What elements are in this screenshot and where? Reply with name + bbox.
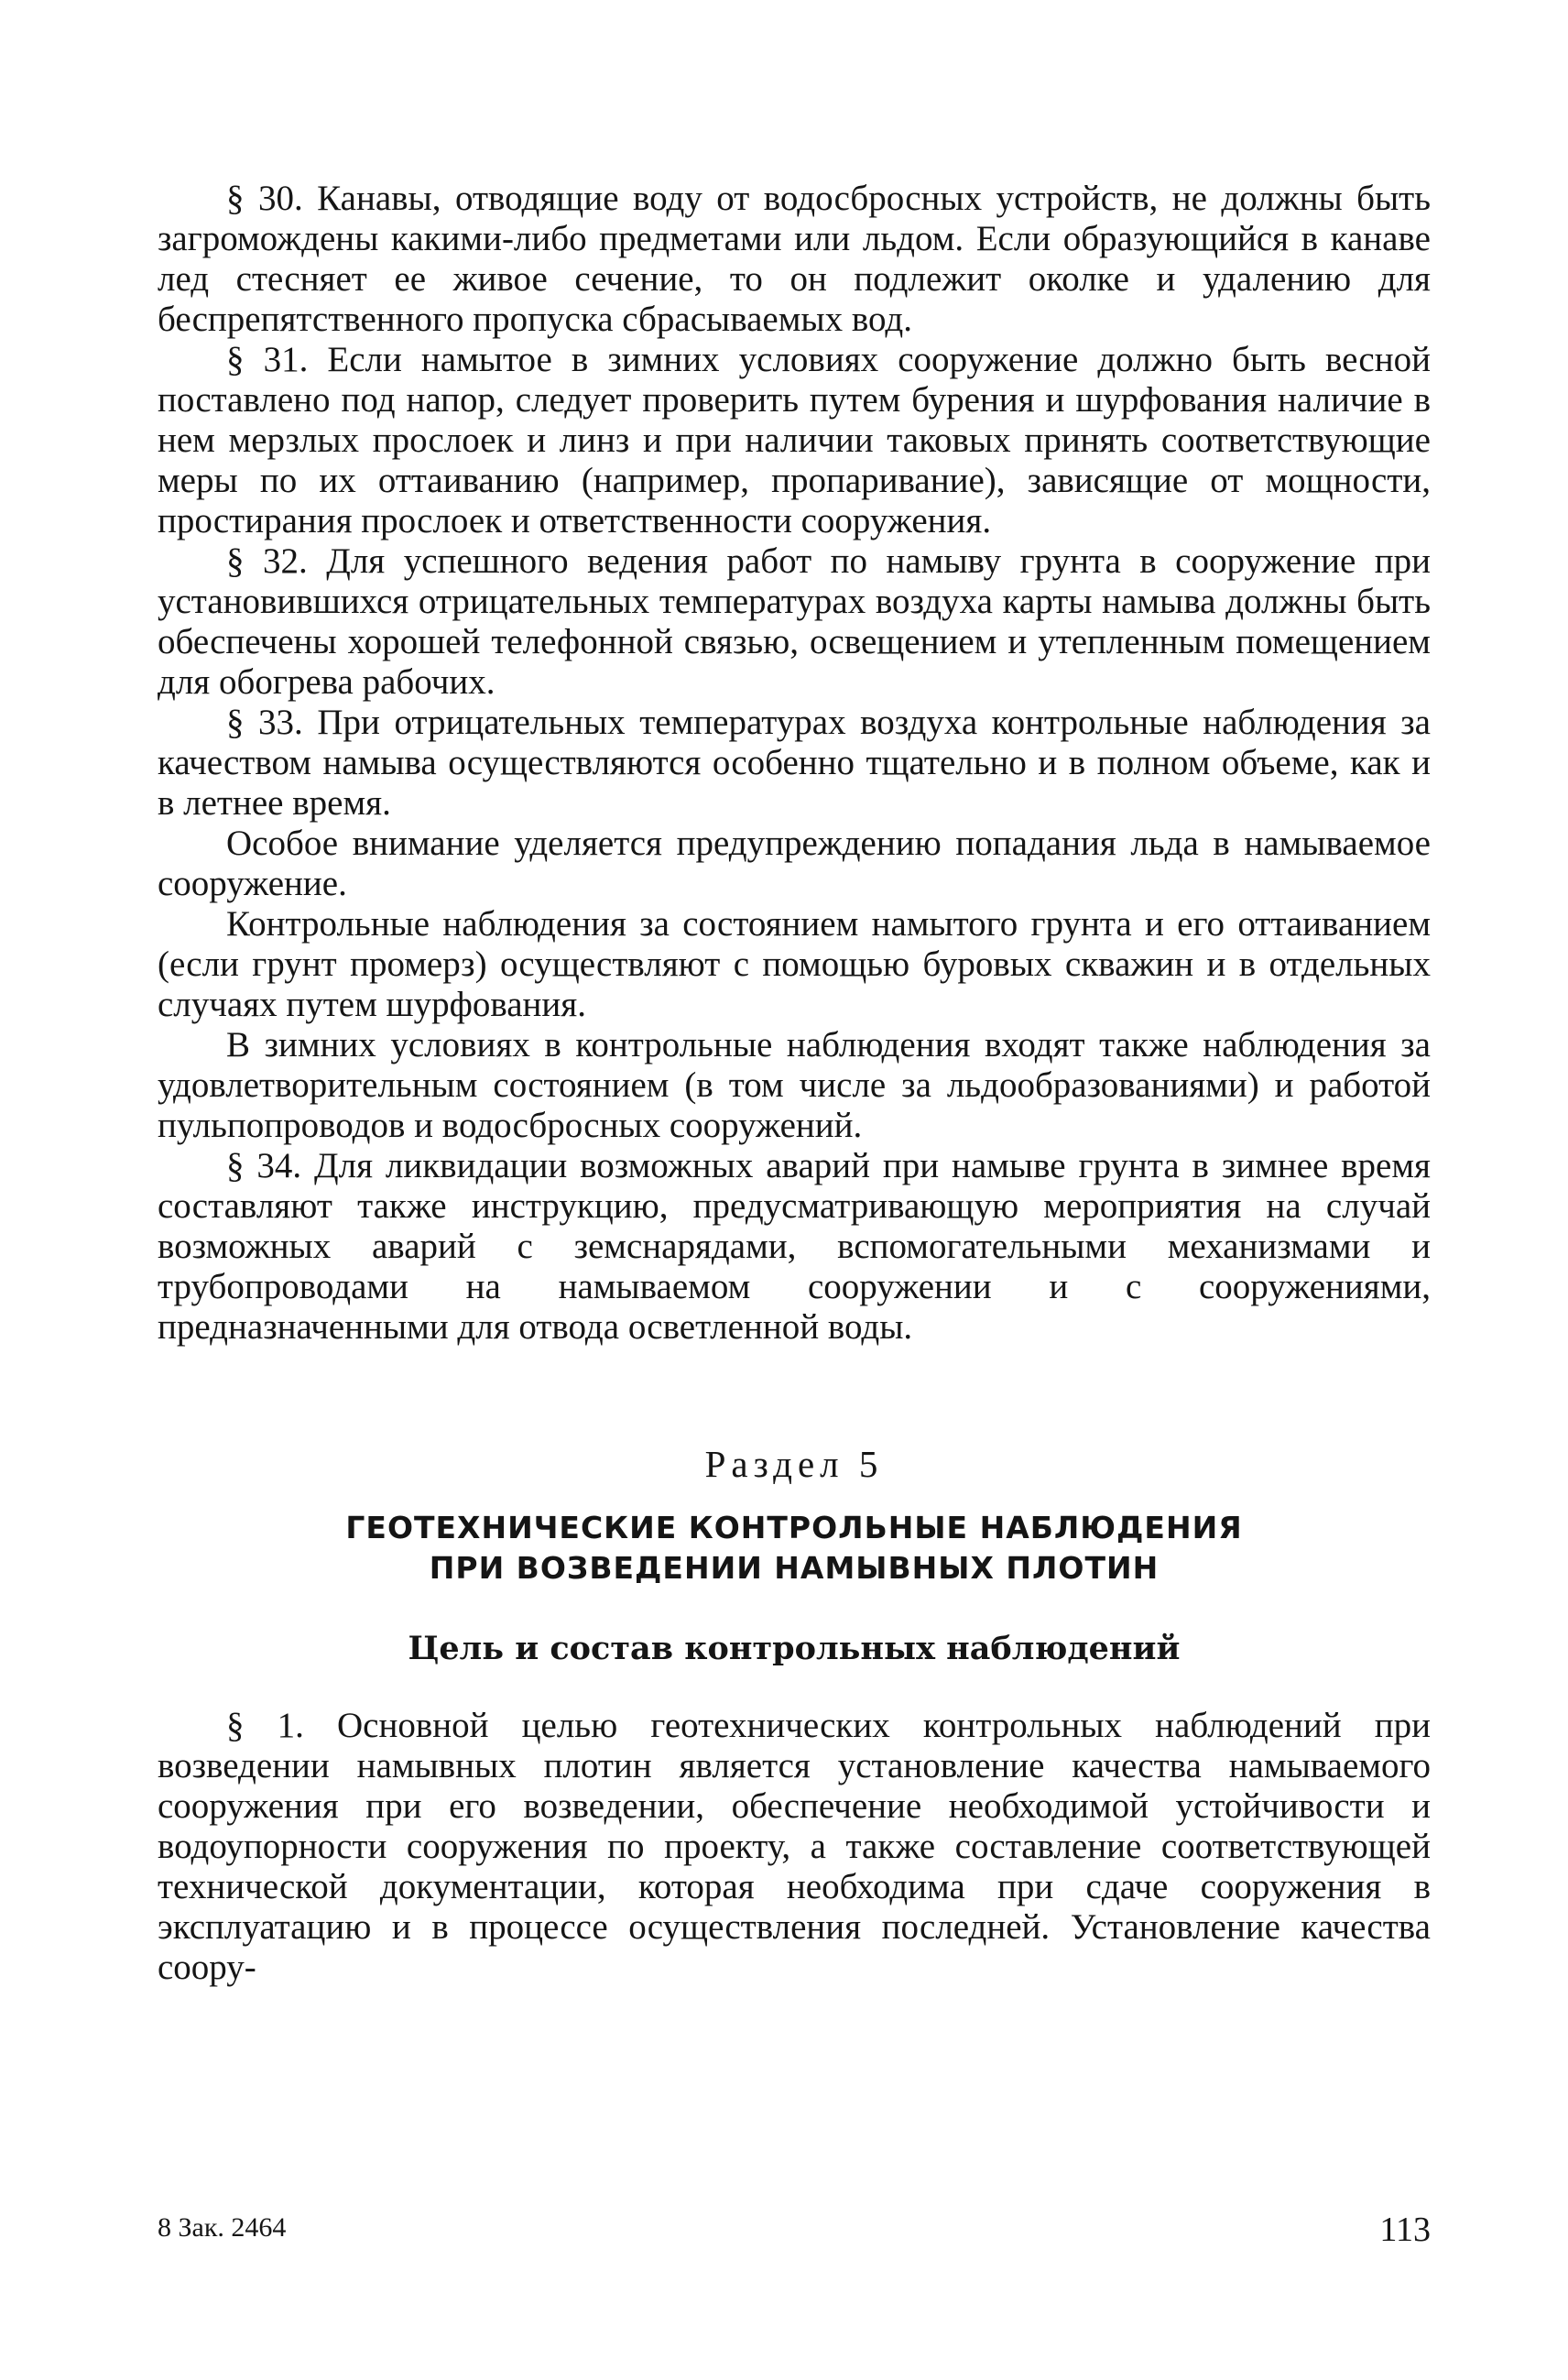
paragraph-34: § 34. Для ликвидации возможных аварий при намыве грунта в зимнее время составляют также инструкцию, предусматривающую мероприятия на случай возможных аварий с земснарядами, вспомогательными механизмами и трубопроводами на намываемом сооружении и с сооружениями, предназначенными для отвода осветленной воды. — [158, 1146, 1431, 1347]
page-number: 113 — [1379, 2211, 1431, 2249]
paragraph-33-ice: Особое внимание уделяется предупреждению попадания льда в намываемое сооружение. — [158, 824, 1431, 903]
intro-block — [158, 1706, 1431, 1988]
section-label: Раздел 5 — [704, 1443, 884, 1485]
section-title — [158, 1508, 1431, 1588]
paragraph-31: § 31. Если намытое в зимних условиях сооружение должно быть весной поставлено под напор, следует проверить путем бурения и шурфования наличие в нем мерзлых прослоек и линз и при наличии таковых принять соответствующие меры по их оттаиванию (например, пропаривание), зависящие от мощности, простирания прослоек и ответственности сооружения. — [158, 340, 1431, 540]
paragraph-33-winter: В зимних условиях в контрольные наблюдения входят также наблюдения за удовлетворительным состоянием (в том числе за льдообразованиями) и работой пульпопроводов и водосбросных сооружений. — [158, 1025, 1431, 1145]
paragraph-30: § 30. Канавы, отводящие воду от водосбросных устройств, не должны быть загромождены какими-либо предметами или льдом. Если образующийся в канаве лед стесняет ее живое сечение, то он подлежит околке и удалению для беспрепятственного пропуска сбрасываемых вод. — [158, 179, 1431, 339]
paragraph-1: § 1. Основной целью геотехнических контрольных наблюдений при возведении намывных плотин является установление качества намываемого сооружения при его возведении, обеспечение необходимой устойчивости и водоупорности сооружения по проекту, а также составление соответствующей технической документации, которая необходима при сдаче сооружения в эксплуатацию и в процессе осуществления последней. Установление качества соору- — [158, 1706, 1431, 1987]
paragraph-33-control: Контрольные наблюдения за состоянием намытого грунта и его оттаиванием (если грунт промерз) осуществляют с помощью буровых скважин и в отдельных случаях путем шурфования. — [158, 904, 1431, 1024]
order-note: 8 Зак. 2464 — [158, 2212, 287, 2243]
paragraph-33: § 33. При отрицательных температурах воздуха контрольные наблюдения за качеством намыва осуществляются особенно тщательно и в полном объеме, как и в летнее время. — [158, 703, 1431, 823]
paragraph-32: § 32. Для успешного ведения работ по намыву грунта в сооружение при установившихся отрицательных температурах воздуха карты намыва должны быть обеспечены хорошей телефонной связью, освещением и утепленным помещением для обогрева рабочих. — [158, 541, 1431, 702]
section-title-line-1: ГЕОТЕХНИЧЕСКИЕ КОНТРОЛЬНЫЕ НАБЛЮДЕНИЯ — [345, 1510, 1243, 1545]
page-content — [158, 179, 1431, 1988]
section-title-line-2: ПРИ ВОЗВЕДЕНИИ НАМЫВНЫХ ПЛОТИН — [429, 1550, 1160, 1586]
subsection-title: Цель и состав контрольных наблюдений — [408, 1630, 1181, 1667]
